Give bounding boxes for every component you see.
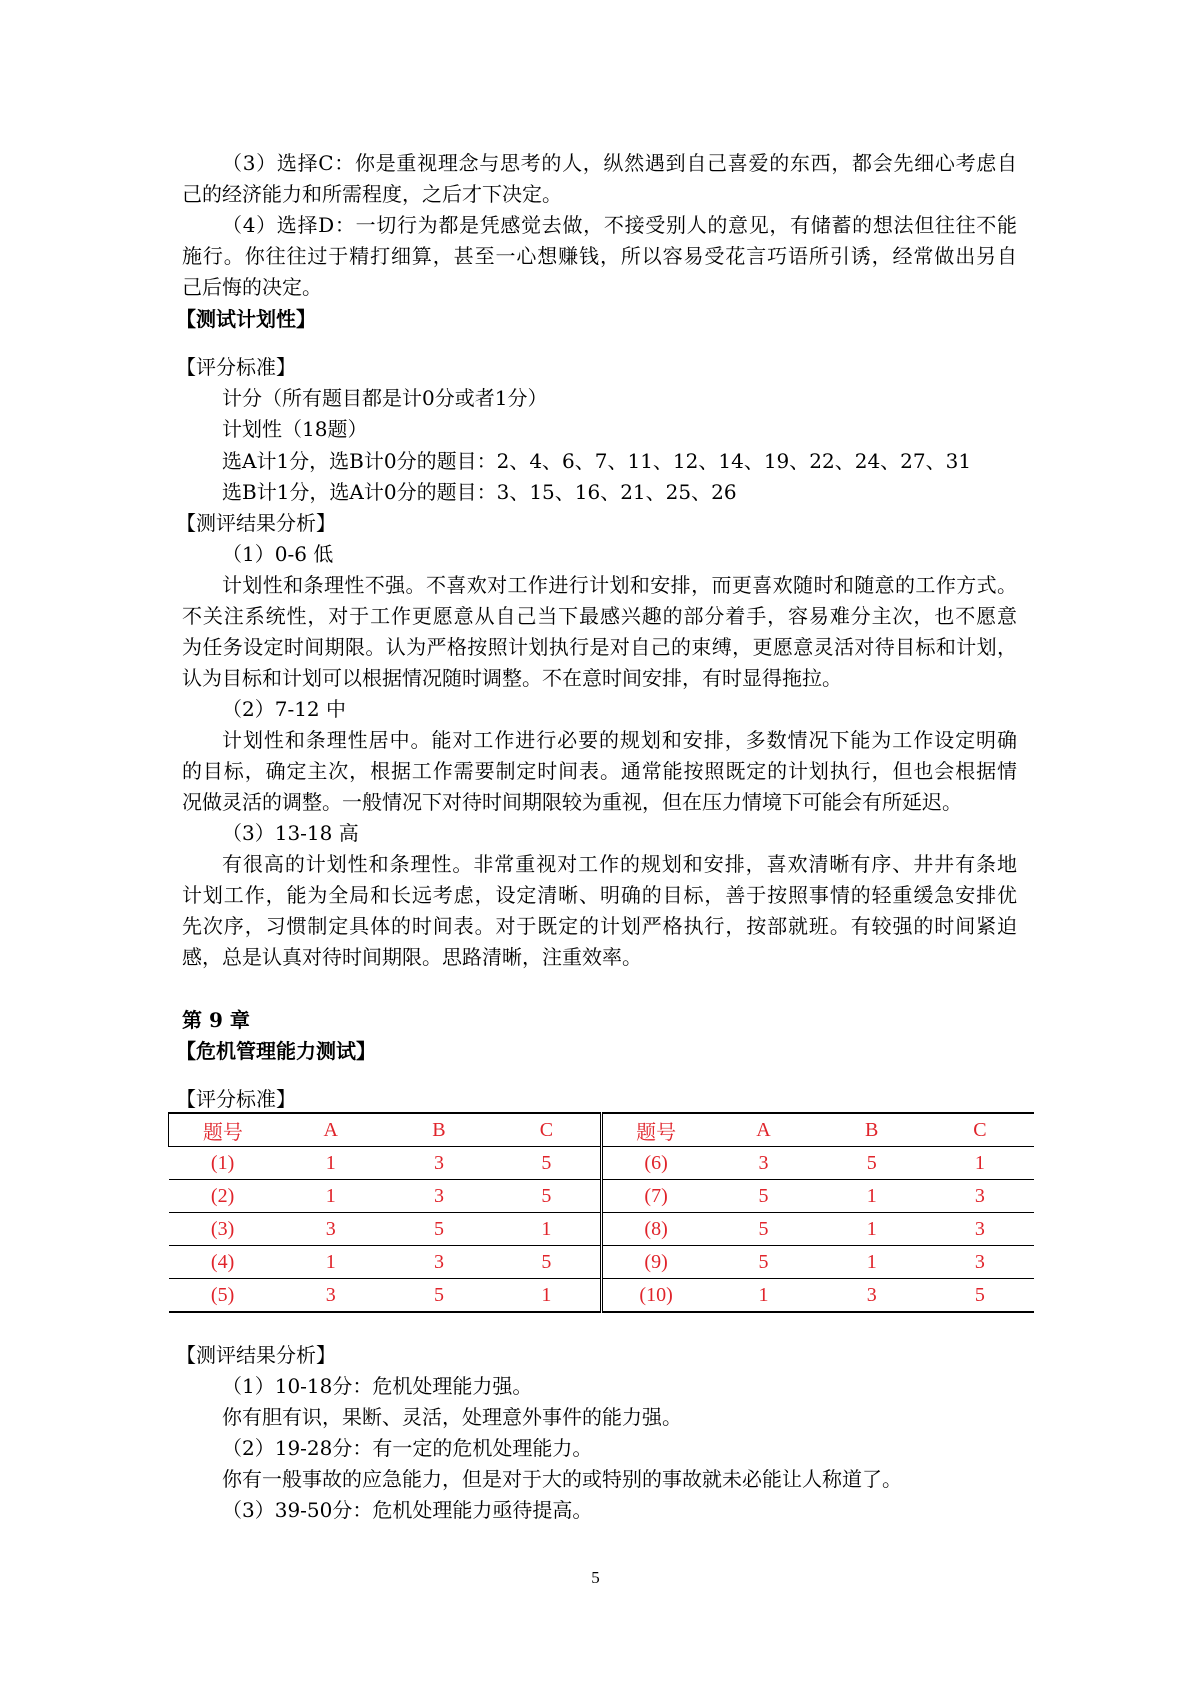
table-row	[169, 1279, 1035, 1313]
table-cell: (7)	[601, 1180, 709, 1213]
table-cell: 5	[709, 1180, 817, 1213]
crisis-result1-text: 你有胆有识，果断、灵活，处理意外事件的能力强。	[222, 1405, 682, 1429]
table-header-cell: 题号	[601, 1113, 709, 1147]
crisis-test-title: 【危机管理能力测试】	[176, 1039, 376, 1063]
table-cell: (2)	[169, 1180, 277, 1213]
table-header-cell: B	[818, 1113, 926, 1147]
table-cell: 1	[818, 1180, 926, 1213]
table-cell: 3	[277, 1279, 385, 1313]
table-header-cell: C	[926, 1113, 1034, 1147]
level2-title: （2）7-12 中	[222, 697, 347, 721]
score-table-wrapper	[168, 1112, 1034, 1313]
table-cell: 5	[493, 1246, 601, 1279]
dimension-label: 计划性（18题）	[222, 417, 368, 441]
criteria-heading: 【评分标准】	[176, 355, 296, 379]
table-cell: (3)	[169, 1213, 277, 1246]
analysis-heading: 【测评结果分析】	[176, 511, 336, 535]
level1-text-line: 计划性和条理性不强。不喜欢对工作进行计划和安排，而更喜欢随时和随意的工作方式。	[222, 573, 1017, 597]
section-heading-plan: 【测试计划性】	[176, 307, 316, 331]
table-row	[169, 1246, 1035, 1279]
level3-text-line: 先次序，习惯制定具体的时间表。对于既定的计划严格执行，按部就班。有较强的时间紧迫	[182, 914, 1017, 938]
crisis-result1-title: （1）10-18分：危机处理能力强。	[222, 1374, 533, 1398]
table-cell: 3	[277, 1213, 385, 1246]
table-cell: 3	[818, 1279, 926, 1313]
table-cell: 1	[277, 1147, 385, 1180]
table-cell: 1	[277, 1180, 385, 1213]
paragraph-option-c-line1: （3）选择C：你是重视理念与思考的人，纵然遇到自己喜爱的东西，都会先细心考虑自	[222, 151, 1017, 175]
rule-a: 选A计1分，选B计0分的题目：2、4、6、7、11、12、14、19、22、24、27、31	[222, 449, 972, 473]
score-rule: 计分（所有题目都是计0分或者1分）	[222, 386, 548, 410]
paragraph-option-d-line1: （4）选择D：一切行为都是凭感觉去做，不接受别人的意见，有储蓄的想法但往往不能	[222, 213, 1017, 237]
paragraph-option-c-line2: 己的经济能力和所需程度，之后才下决定。	[182, 182, 562, 206]
level1-text-line: 不关注系统性，对于工作更愿意从自己当下最感兴趣的部分着手，容易难分主次，也不愿意	[182, 604, 1017, 628]
table-cell: 3	[926, 1213, 1034, 1246]
table-row	[169, 1147, 1035, 1180]
table-cell: 3	[385, 1246, 493, 1279]
crisis-criteria-heading: 【评分标准】	[176, 1087, 296, 1111]
score-table	[168, 1112, 1034, 1313]
table-cell: 3	[385, 1180, 493, 1213]
level1-title: （1）0-6 低	[222, 542, 334, 566]
rule-b: 选B计1分，选A计0分的题目：3、15、16、21、25、26	[222, 480, 737, 504]
table-cell: 5	[709, 1246, 817, 1279]
table-cell: 5	[818, 1147, 926, 1180]
table-cell: (9)	[601, 1246, 709, 1279]
table-header-cell: 题号	[169, 1113, 277, 1147]
crisis-result3-title: （3）39-50分：危机处理能力亟待提高。	[222, 1498, 593, 1522]
table-cell: 3	[926, 1180, 1034, 1213]
table-cell: (1)	[169, 1147, 277, 1180]
table-cell: 5	[926, 1279, 1034, 1313]
table-cell: 3	[926, 1246, 1034, 1279]
table-cell: (5)	[169, 1279, 277, 1313]
crisis-result2-title: （2）19-28分：有一定的危机处理能力。	[222, 1436, 593, 1460]
table-row	[169, 1180, 1035, 1213]
table-cell: 5	[385, 1279, 493, 1313]
level2-text-line: 的目标，确定主次，根据工作需要制定时间表。通常能按照既定的计划执行，但也会根据情	[182, 759, 1017, 783]
paragraph-option-d-line3: 己后悔的决定。	[182, 275, 322, 299]
table-header-cell: A	[277, 1113, 385, 1147]
table-cell: 1	[818, 1246, 926, 1279]
table-cell: 5	[385, 1213, 493, 1246]
table-cell: 1	[926, 1147, 1034, 1180]
table-cell: 3	[385, 1147, 493, 1180]
crisis-analysis-heading: 【测评结果分析】	[176, 1343, 336, 1367]
chapter-title: 第 9 章	[182, 1008, 250, 1032]
paragraph-option-d-line2: 施行。你往往过于精打细算，甚至一心想赚钱，所以容易受花言巧语所引诱，经常做出另自	[182, 244, 1017, 268]
level2-text-line: 况做灵活的调整。一般情况下对待时间期限较为重视，但在压力情境下可能会有所延迟。	[182, 790, 962, 814]
table-cell: (10)	[601, 1279, 709, 1313]
table-cell: 5	[493, 1147, 601, 1180]
table-cell: 5	[709, 1213, 817, 1246]
table-cell: 3	[709, 1147, 817, 1180]
table-cell: (8)	[601, 1213, 709, 1246]
crisis-result2-text: 你有一般事故的应急能力，但是对于大的或特别的事故就未必能让人称道了。	[222, 1467, 902, 1491]
table-cell: (6)	[601, 1147, 709, 1180]
table-row	[169, 1213, 1035, 1246]
level3-text-line: 计划工作，能为全局和长远考虑，设定清晰、明确的目标，善于按照事情的轻重缓急安排优	[182, 883, 1017, 907]
table-cell: 1	[818, 1213, 926, 1246]
level2-text-line: 计划性和条理性居中。能对工作进行必要的规划和安排，多数情况下能为工作设定明确	[222, 728, 1017, 752]
level1-text-line: 认为目标和计划可以根据情况随时调整。不在意时间安排，有时显得拖拉。	[182, 666, 842, 690]
table-header-row	[169, 1113, 1035, 1147]
table-cell: 1	[709, 1279, 817, 1313]
level1-text-line: 为任务设定时间期限。认为严格按照计划执行是对自己的束缚，更愿意灵活对待目标和计划，	[182, 635, 1017, 659]
table-header-cell: A	[709, 1113, 817, 1147]
table-cell: (4)	[169, 1246, 277, 1279]
level3-title: （3）13-18 高	[222, 821, 359, 845]
table-header-cell: C	[493, 1113, 601, 1147]
table-cell: 1	[493, 1213, 601, 1246]
table-cell: 5	[493, 1180, 601, 1213]
level3-text-line: 有很高的计划性和条理性。非常重视对工作的规划和安排，喜欢清晰有序、井井有条地	[222, 852, 1017, 876]
table-header-cell: B	[385, 1113, 493, 1147]
table-cell: 1	[493, 1279, 601, 1313]
level3-text-line: 感，总是认真对待时间期限。思路清晰，注重效率。	[182, 945, 642, 969]
page-number: 5	[591, 1568, 600, 1587]
table-cell: 1	[277, 1246, 385, 1279]
